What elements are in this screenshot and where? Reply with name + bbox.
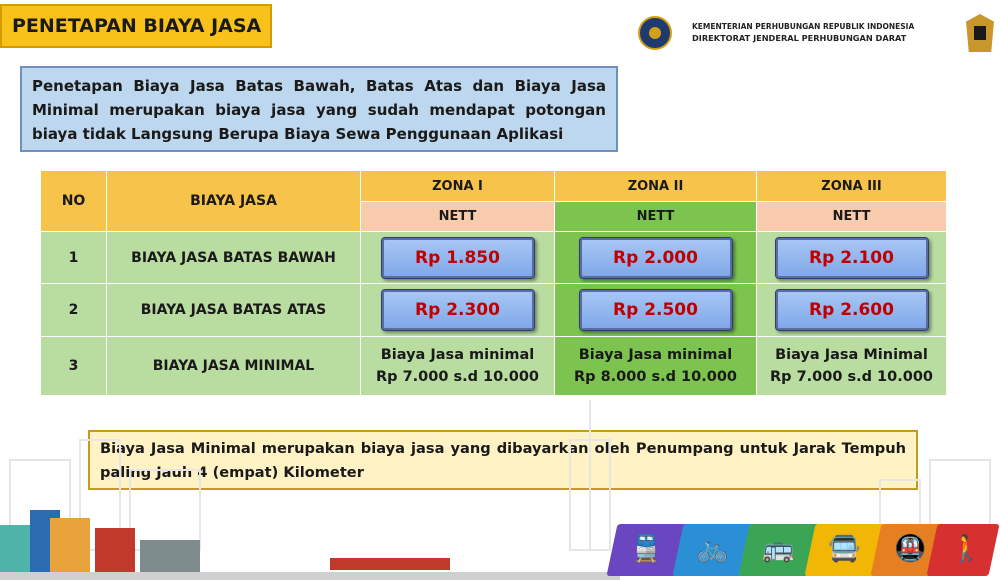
table-row xyxy=(41,231,947,284)
min-fee-cell xyxy=(361,337,555,396)
train-illustration xyxy=(330,558,450,570)
row-label: BIAYA JASA MINIMAL xyxy=(107,337,361,396)
price-button[interactable]: Rp 2.100 xyxy=(775,237,929,279)
price-button[interactable]: Rp 2.000 xyxy=(579,237,733,279)
header-nett-2: NETT xyxy=(555,202,757,231)
header-nett-3: NETT xyxy=(757,202,947,231)
ministry-name: KEMENTERIAN PERHUBUNGAN REPUBLIK INDONESIA xyxy=(692,22,915,31)
min-fee-label: Biaya Jasa minimal xyxy=(380,347,535,364)
header-zona-3: ZONA III xyxy=(757,171,947,202)
min-fee-range: Rp 7.000 s.d 10.000 xyxy=(769,369,934,386)
page-title-banner xyxy=(0,4,272,48)
row-label: BIAYA JASA BATAS ATAS xyxy=(107,284,361,337)
pedestrian-icon: 🚶 xyxy=(950,534,983,564)
ministry-header xyxy=(638,14,996,54)
header-biaya-jasa: BIAYA JASA xyxy=(107,171,361,232)
garuda-emblem-icon xyxy=(966,14,994,52)
ministry-emblem-icon xyxy=(638,16,672,50)
table-row xyxy=(41,284,947,337)
intro-text: Penetapan Biaya Jasa Batas Bawah, Batas Atas dan Biaya Jasa Minimal merupakan biaya jasa yang sudah mendapat potongan biaya tidak Langsung Berupa Biaya Sewa Penggunaan Aplikasi xyxy=(32,77,606,143)
train-icon: 🚇 xyxy=(894,534,927,564)
page-title: PENETAPAN BIAYA JASA xyxy=(12,15,262,37)
min-fee-range: Rp 7.000 s.d 10.000 xyxy=(375,369,540,386)
left-buildings xyxy=(0,510,200,580)
min-fee-label: Biaya Jasa Minimal xyxy=(775,347,928,364)
fee-table xyxy=(40,170,947,396)
header-zona-1: ZONA I xyxy=(361,171,555,202)
row-label: BIAYA JASA BATAS BAWAH xyxy=(107,231,361,284)
row-no: 1 xyxy=(41,231,107,284)
transport-tile xyxy=(926,524,999,576)
min-fee-label: Biaya Jasa minimal xyxy=(578,347,733,364)
intro-box xyxy=(20,66,618,152)
min-fee-range: Rp 8.000 s.d 10.000 xyxy=(573,369,738,386)
price-button[interactable]: Rp 2.600 xyxy=(775,289,929,331)
min-fee-cell xyxy=(757,337,947,396)
table-row xyxy=(41,337,947,396)
bus-icon: 🚌 xyxy=(762,534,795,564)
bicycle-icon: 🚲 xyxy=(696,534,729,564)
price-button[interactable]: Rp 2.500 xyxy=(579,289,733,331)
price-button[interactable]: Rp 2.300 xyxy=(381,289,535,331)
min-fee-cell xyxy=(555,337,757,396)
note-text: Biaya Jasa Minimal merupakan biaya jasa yang dibayarkan oleh Penumpang untuk Jarak Tempuh paling Jauh 4 (empat) Kilometer xyxy=(100,440,906,481)
directorate-name: DIREKTORAT JENDERAL PERHUBUNGAN DARAT xyxy=(692,33,907,43)
row-no: 3 xyxy=(41,337,107,396)
header-no: NO xyxy=(41,171,107,232)
bus-icon: 🚍 xyxy=(828,534,861,564)
train-icon: 🚆 xyxy=(630,534,663,564)
price-button[interactable]: Rp 1.850 xyxy=(381,237,535,279)
row-no: 2 xyxy=(41,284,107,337)
road xyxy=(0,572,620,580)
header-zona-2: ZONA II xyxy=(555,171,757,202)
header-nett-1: NETT xyxy=(361,202,555,231)
